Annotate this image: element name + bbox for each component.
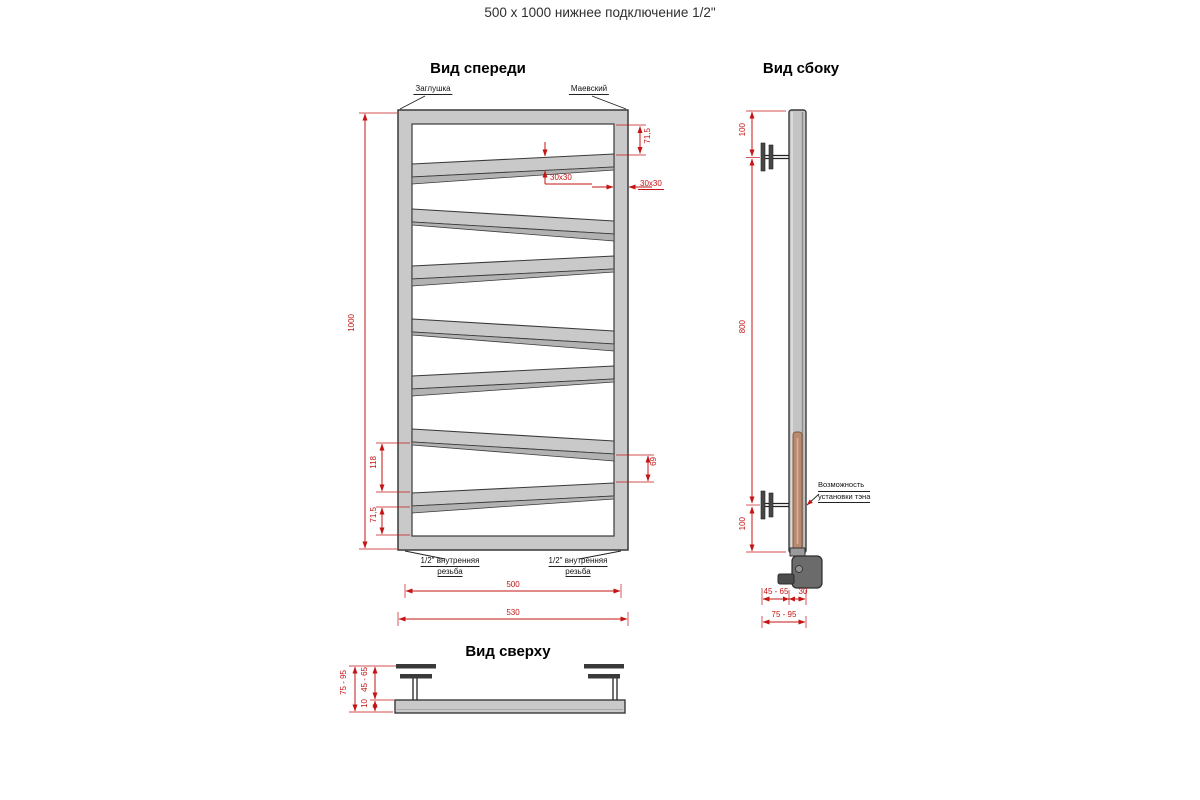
dim-total-height: 1000 <box>347 314 356 332</box>
plug-label: Заглушка <box>415 84 451 93</box>
dim-bottom-gap: 71,5 <box>369 507 378 523</box>
top-view-title: Вид сверху <box>465 643 551 660</box>
dim-rung-profile: 30x30 <box>550 173 572 182</box>
dim-tube-depth-30: 30 <box>798 587 808 596</box>
heater-element <box>793 432 802 550</box>
heater-note-line1: Возможность <box>818 480 870 492</box>
front-view-drawing <box>330 78 690 640</box>
thread-label-right-line2: резьба <box>565 566 591 576</box>
dim-outer-width: 530 <box>506 608 520 617</box>
dim-top-gap: 71,5 <box>643 128 652 144</box>
dim-side-bottom-100: 100 <box>738 517 747 531</box>
air-valve-label: Маевский <box>570 84 608 93</box>
dim-gap-69: 69 <box>649 457 658 466</box>
dim-center-width: 500 <box>506 580 520 589</box>
wall-bracket-top <box>761 143 789 171</box>
dim-rail-profile: 30x30 <box>640 179 662 188</box>
front-view-title: Вид спереди <box>430 60 526 77</box>
top-bar <box>395 700 625 713</box>
dim-depth-75-95: 75 - 95 <box>771 610 797 619</box>
dim-side-top-100: 100 <box>738 123 747 137</box>
dim-depth-45-65: 45 - 65 <box>763 587 789 596</box>
bottom-valve <box>778 548 822 588</box>
thread-label-left-line1: 1/2" внутренняя <box>420 556 480 565</box>
thread-label-left-line2: резьба <box>437 566 463 576</box>
dim-top-10: 10 <box>360 699 369 708</box>
thread-label-right-line1: 1/2" внутренняя <box>548 556 608 565</box>
dim-top-75-95: 75 - 95 <box>339 670 348 695</box>
heater-note-line2: установки тэна <box>818 492 870 504</box>
top-bracket-left <box>396 664 436 700</box>
wall-bracket-bottom <box>761 491 789 519</box>
top-dimensions <box>349 666 396 712</box>
heater-note <box>818 480 870 503</box>
thread-label-right <box>549 556 608 577</box>
dim-top-45-65: 45 - 65 <box>360 667 369 692</box>
side-view-title: Вид сбоку <box>762 60 840 77</box>
thread-label-left <box>421 556 480 577</box>
side-view-drawing <box>720 78 920 640</box>
top-bracket-right <box>584 664 624 700</box>
dim-gap-118: 118 <box>369 456 378 469</box>
page-title: 500 х 1000 нижнее подключение 1/2" <box>484 5 716 20</box>
dim-side-800: 800 <box>738 320 747 334</box>
